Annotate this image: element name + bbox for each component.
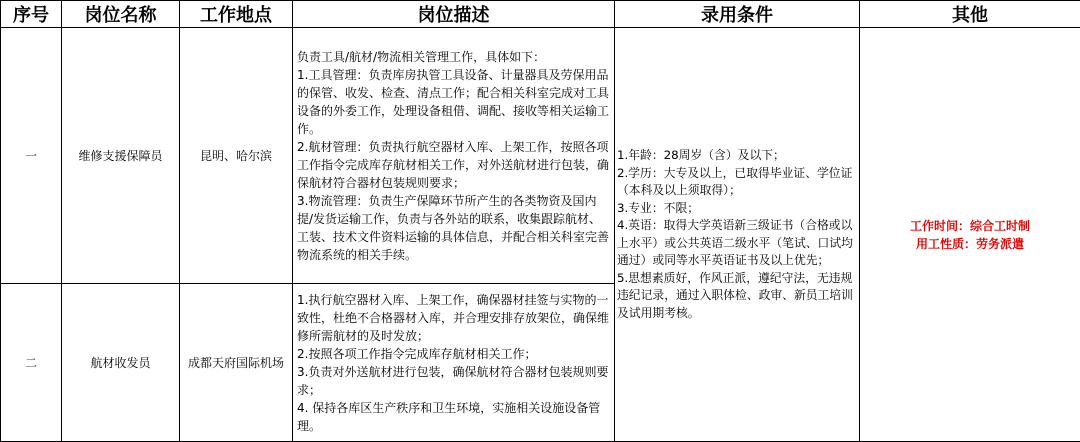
work-location: 昆明、哈尔滨 — [180, 28, 293, 284]
requirement-line: 2.学历：大专及以上，已取得毕业证、学位证（本科及以上须取得）； — [617, 165, 853, 197]
work-hours-note: 工作时间：综合工时制 — [909, 218, 1030, 233]
description-line: 2.按照各项工作指令完成库存航材相关工作； — [297, 346, 537, 361]
header-row — [1, 1, 1080, 28]
table-row — [1, 28, 1080, 284]
header-no: 序号 — [1, 1, 62, 28]
row-no: 二 — [1, 284, 62, 442]
header-requirements: 录用条件 — [615, 1, 860, 28]
description-line: 3.物流管理：负责生产保障环节所产生的各类物资及国内提/发货运输工作，负责与各外站的联系，收集跟踪航材、工装、技术文件资料运输的具体信息，并配合相关科室完善物流系统的相关手续。 — [297, 193, 610, 262]
description-line: 负责工具/航材/物流相关管理工作，具体如下： — [297, 49, 546, 64]
position-name: 维修支援保障员 — [62, 28, 180, 284]
employment-type-note: 用工性质：劳务派遣 — [915, 236, 1024, 251]
description-line: 1.执行航空器材入库、上架工作，确保器材挂签与实物的一致性，杜绝不合格器材入库，并合理安排存放架位，确保维修所需航材的及时发放； — [297, 292, 610, 343]
other-cell — [860, 28, 1080, 442]
header-description: 岗位描述 — [293, 1, 615, 28]
position-name: 航材收发员 — [62, 284, 180, 442]
header-other: 其他 — [860, 1, 1080, 28]
position-description — [293, 284, 615, 442]
description-line: 3.负责对外送航材进行包装，确保航材符合器材包装规则要求； — [297, 364, 609, 397]
position-description — [293, 28, 615, 284]
row-no: 一 — [1, 28, 62, 284]
requirement-line: 5.思想素质好，作风正派，遵纪守法，无违规违纪记录，通过入职体检、政审、新员工培训及试用期考核。 — [617, 270, 853, 320]
description-line: 1.工具管理：负责库房执管工具设备、计量器具及劳保用品的保管、收发、检查、清点工作；配合相关科室完成对工具设备的外委工作，处理设备租借、调配、接收等相关运输工作。 — [297, 67, 610, 136]
header-location: 工作地点 — [180, 1, 293, 28]
requirement-line: 1.年龄：28周岁（含）及以下； — [617, 148, 785, 162]
requirement-line: 4.英语：取得大学英语新三级证书（合格或以上水平）或公共英语二级水平（笔试、口试均通过）或同等水平英语证书及以上优先； — [617, 218, 853, 267]
requirement-line: 3.专业：不限； — [617, 200, 700, 215]
work-location: 成都天府国际机场 — [180, 284, 293, 442]
requirements-cell — [615, 28, 860, 442]
header-position: 岗位名称 — [62, 1, 180, 28]
description-line: 4. 保持各库区生产秩序和卫生环境，实施相关设施设备管理。 — [297, 400, 601, 433]
description-line: 2.航材管理：负责执行航空器材入库、上架工作，按照各项工作指令完成库存航材相关工作，对外送航材进行包装，确保航材符合器材包装规则要求； — [297, 139, 610, 190]
